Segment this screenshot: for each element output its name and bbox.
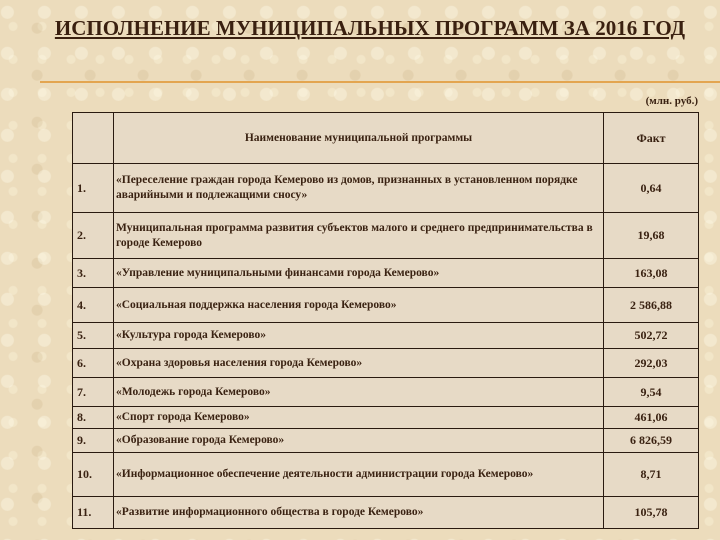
row-number: 6. bbox=[73, 349, 114, 378]
table-row bbox=[73, 259, 699, 288]
fact-value: 19,68 bbox=[604, 213, 699, 259]
program-name: «Социальная поддержка населения города Кемерово» bbox=[114, 288, 604, 323]
fact-value: 163,08 bbox=[604, 259, 699, 288]
table-row bbox=[73, 453, 699, 497]
program-name: Муниципальная программа развития субъектов малого и среднего предпринимательства в городе Кемерово bbox=[114, 213, 604, 259]
row-number: 10. bbox=[73, 453, 114, 497]
program-name: «Образование города Кемерово» bbox=[114, 429, 604, 453]
programs-table bbox=[72, 112, 699, 529]
table-row bbox=[73, 288, 699, 323]
row-number: 7. bbox=[73, 378, 114, 407]
row-number: 8. bbox=[73, 407, 114, 429]
fact-value: 2 586,88 bbox=[604, 288, 699, 323]
header-number bbox=[73, 113, 114, 164]
table-row bbox=[73, 378, 699, 407]
row-number: 2. bbox=[73, 213, 114, 259]
table-row bbox=[73, 429, 699, 453]
row-number: 1. bbox=[73, 164, 114, 213]
row-number: 9. bbox=[73, 429, 114, 453]
program-name: «Спорт города Кемерово» bbox=[114, 407, 604, 429]
program-name: «Управление муниципальными финансами города Кемерово» bbox=[114, 259, 604, 288]
fact-value: 105,78 bbox=[604, 497, 699, 529]
units-label: (млн. руб.) bbox=[645, 95, 698, 107]
row-number: 4. bbox=[73, 288, 114, 323]
row-number: 5. bbox=[73, 323, 114, 349]
program-name: «Развитие информационного общества в городе Кемерово» bbox=[114, 497, 604, 529]
table-row bbox=[73, 213, 699, 259]
table-row bbox=[73, 497, 699, 529]
table-row bbox=[73, 164, 699, 213]
program-name: «Молодежь города Кемерово» bbox=[114, 378, 604, 407]
row-number: 11. bbox=[73, 497, 114, 529]
page-title: ИСПОЛНЕНИЕ МУНИЦИПАЛЬНЫХ ПРОГРАММ ЗА 2016 ГОД bbox=[54, 16, 686, 40]
program-name: «Информационное обеспечение деятельности администрации города Кемерово» bbox=[114, 453, 604, 497]
fact-value: 292,03 bbox=[604, 349, 699, 378]
table-row bbox=[73, 349, 699, 378]
fact-value: 6 826,59 bbox=[604, 429, 699, 453]
header-fact: Факт bbox=[604, 113, 699, 164]
table-row bbox=[73, 323, 699, 349]
fact-value: 8,71 bbox=[604, 453, 699, 497]
title-divider bbox=[40, 81, 720, 83]
fact-value: 0,64 bbox=[604, 164, 699, 213]
row-number: 3. bbox=[73, 259, 114, 288]
program-name: «Культура города Кемерово» bbox=[114, 323, 604, 349]
fact-value: 502,72 bbox=[604, 323, 699, 349]
header-name: Наименование муниципальной программы bbox=[114, 113, 604, 164]
table-header-row bbox=[73, 113, 699, 164]
fact-value: 9,54 bbox=[604, 378, 699, 407]
fact-value: 461,06 bbox=[604, 407, 699, 429]
program-name: «Переселение граждан города Кемерово из домов, признанных в установленном порядке аварийными и подлежащими сносу» bbox=[114, 164, 604, 213]
program-name: «Охрана здоровья населения города Кемерово» bbox=[114, 349, 604, 378]
table-row bbox=[73, 407, 699, 429]
